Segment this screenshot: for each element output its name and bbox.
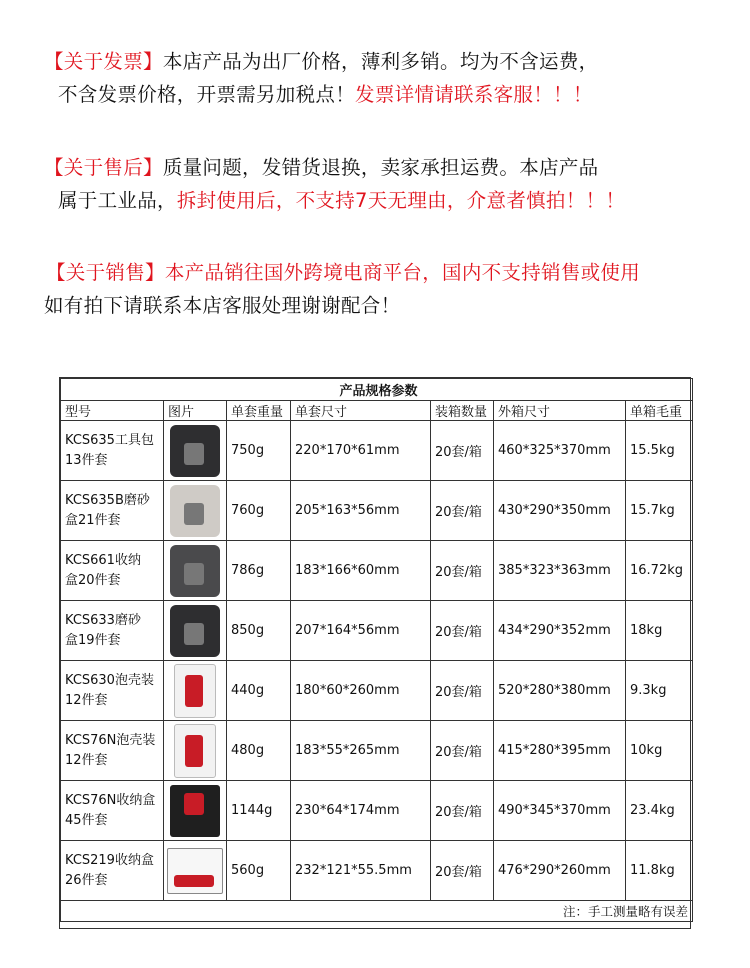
header-size: 单套尺寸	[291, 401, 431, 421]
cell-image	[164, 541, 227, 601]
cell-size: 230*64*174mm	[291, 781, 431, 841]
sales-text-1: 本产品销往国外跨境电商平台，国内不支持销售或使用	[164, 261, 641, 284]
model-line-2: 26件套	[65, 872, 108, 888]
table-note: 注：手工测量略有误差	[61, 901, 693, 922]
spec-table	[60, 378, 693, 922]
sales-text-2: 如有拍下请联系本店客服处理谢谢配合！	[44, 294, 401, 317]
drill-icon	[184, 793, 204, 815]
after-sales-text-1: 质量问题，发错货退换，卖家承担运费。本店产品	[162, 156, 599, 179]
cell-qty: 20套/箱	[431, 781, 494, 841]
storage-box-black-image	[170, 785, 220, 837]
cell-model	[61, 541, 164, 601]
cell-image	[164, 841, 227, 901]
header-gross-weight: 单箱毛重	[626, 401, 693, 421]
header-box-size: 外箱尺寸	[494, 401, 626, 421]
after-sales-label: 【关于售后】	[44, 156, 163, 179]
drill-icon	[184, 443, 204, 465]
model-line-2: 盒20件套	[65, 572, 121, 588]
model-line-1: KCS630泡壳装	[65, 672, 154, 688]
cell-image	[164, 661, 227, 721]
cell-model	[61, 661, 164, 721]
cell-image	[164, 781, 227, 841]
header-weight: 单套重量	[227, 401, 291, 421]
sales-label: 【关于销售】	[46, 261, 165, 284]
cell-gross-weight: 16.72kg	[626, 541, 693, 601]
header-qty: 装箱数量	[431, 401, 494, 421]
cell-model	[61, 721, 164, 781]
table-row	[61, 481, 693, 541]
model-line-1: KCS635B磨砂	[65, 492, 150, 508]
cell-qty: 20套/箱	[431, 721, 494, 781]
cell-box-size: 460*325*370mm	[494, 421, 626, 481]
cell-weight: 1144g	[227, 781, 291, 841]
drill-icon	[174, 875, 214, 887]
cell-model	[61, 781, 164, 841]
sales-notice	[46, 256, 726, 322]
cell-qty: 20套/箱	[431, 421, 494, 481]
model-line-2: 12件套	[65, 692, 108, 708]
cell-weight: 850g	[227, 601, 291, 661]
table-row	[61, 541, 693, 601]
tool-case-grey-image	[170, 545, 220, 597]
table-row	[61, 601, 693, 661]
model-line-1: KCS633磨砂	[65, 612, 141, 628]
blister-pack-image	[174, 664, 216, 718]
after-sales-warning: 拆封使用后，不支持7天无理由，介意者慎拍！！！	[176, 189, 626, 212]
drill-icon	[184, 623, 204, 645]
table-row	[61, 721, 693, 781]
cell-weight: 750g	[227, 421, 291, 481]
cell-box-size: 415*280*395mm	[494, 721, 626, 781]
cell-box-size: 520*280*380mm	[494, 661, 626, 721]
model-line-2: 45件套	[65, 812, 108, 828]
cell-image	[164, 721, 227, 781]
cell-weight: 440g	[227, 661, 291, 721]
table-header-row	[61, 401, 693, 421]
cell-qty: 20套/箱	[431, 841, 494, 901]
cell-image	[164, 481, 227, 541]
after-sales-notice	[44, 151, 724, 217]
cell-gross-weight: 9.3kg	[626, 661, 693, 721]
cell-model	[61, 601, 164, 661]
model-line-1: KCS76N收纳盒	[65, 792, 156, 808]
cell-model	[61, 481, 164, 541]
cell-size: 180*60*260mm	[291, 661, 431, 721]
tool-case-dark-image	[170, 605, 220, 657]
cell-gross-weight: 10kg	[626, 721, 693, 781]
cell-qty: 20套/箱	[431, 661, 494, 721]
cell-box-size: 430*290*350mm	[494, 481, 626, 541]
model-line-2: 盒19件套	[65, 632, 121, 648]
cell-gross-weight: 11.8kg	[626, 841, 693, 901]
cell-qty: 20套/箱	[431, 481, 494, 541]
cell-model	[61, 421, 164, 481]
tool-case-dark-image	[170, 425, 220, 477]
model-line-1: KCS661收纳	[65, 552, 141, 568]
cell-size: 205*163*56mm	[291, 481, 431, 541]
cell-weight: 560g	[227, 841, 291, 901]
cell-size: 232*121*55.5mm	[291, 841, 431, 901]
model-line-2: 13件套	[65, 452, 108, 468]
table-title-row	[61, 379, 693, 401]
cell-size: 207*164*56mm	[291, 601, 431, 661]
invoice-text-2: 不含发票价格，开票需另加税点！	[58, 83, 356, 106]
storage-box-white-image	[167, 848, 223, 894]
blister-pack-image	[174, 724, 216, 778]
cell-size: 220*170*61mm	[291, 421, 431, 481]
cell-box-size: 476*290*260mm	[494, 841, 626, 901]
model-line-2: 12件套	[65, 752, 108, 768]
cell-image	[164, 421, 227, 481]
table-row	[61, 661, 693, 721]
table-row	[61, 421, 693, 481]
drill-icon	[185, 735, 203, 767]
drill-icon	[184, 503, 204, 525]
cell-qty: 20套/箱	[431, 601, 494, 661]
table-note-row	[61, 901, 693, 922]
header-model: 型号	[61, 401, 164, 421]
drill-icon	[184, 563, 204, 585]
cell-box-size: 385*323*363mm	[494, 541, 626, 601]
cell-size: 183*55*265mm	[291, 721, 431, 781]
model-line-1: KCS219收纳盒	[65, 852, 154, 868]
cell-model	[61, 841, 164, 901]
cell-weight: 760g	[227, 481, 291, 541]
table-row	[61, 781, 693, 841]
cell-gross-weight: 23.4kg	[626, 781, 693, 841]
cell-gross-weight: 15.7kg	[626, 481, 693, 541]
invoice-label: 【关于发票】	[44, 50, 163, 73]
invoice-text-1: 本店产品为出厂价格，薄利多销。均为不含运费，	[162, 50, 599, 73]
drill-icon	[185, 675, 203, 707]
model-line-2: 盒21件套	[65, 512, 121, 528]
header-image: 图片	[164, 401, 227, 421]
model-line-1: KCS76N泡壳装	[65, 732, 156, 748]
table-row	[61, 841, 693, 901]
tool-case-light-image	[170, 485, 220, 537]
cell-weight: 786g	[227, 541, 291, 601]
cell-size: 183*166*60mm	[291, 541, 431, 601]
spec-table-container	[59, 377, 691, 929]
table-title: 产品规格参数	[61, 379, 693, 401]
invoice-notice	[44, 45, 724, 111]
cell-gross-weight: 18kg	[626, 601, 693, 661]
cell-box-size: 490*345*370mm	[494, 781, 626, 841]
cell-box-size: 434*290*352mm	[494, 601, 626, 661]
cell-gross-weight: 15.5kg	[626, 421, 693, 481]
model-line-1: KCS635工具包	[65, 432, 154, 448]
cell-image	[164, 601, 227, 661]
invoice-warning: 发票详情请联系客服！！！	[355, 83, 593, 106]
after-sales-text-2: 属于工业品，	[58, 189, 177, 212]
cell-qty: 20套/箱	[431, 541, 494, 601]
cell-weight: 480g	[227, 721, 291, 781]
